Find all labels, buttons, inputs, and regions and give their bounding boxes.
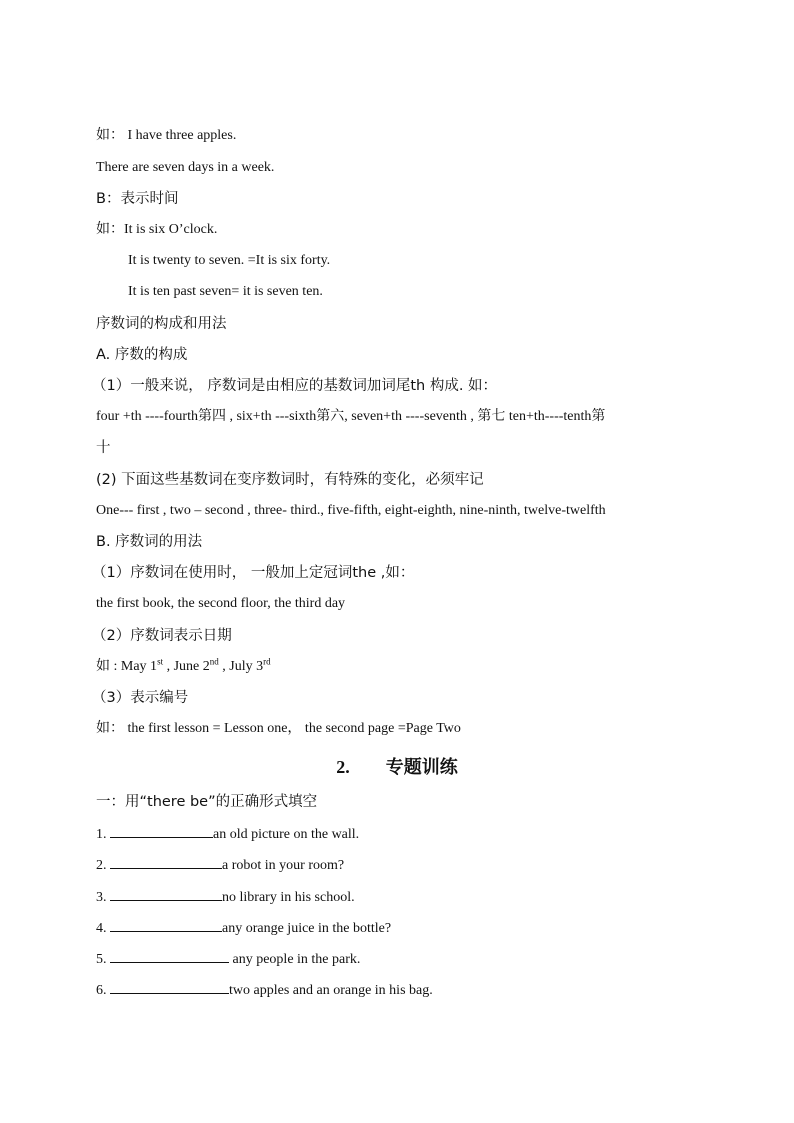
example-line-forty: It is twenty to seven. =It is six forty.: [128, 253, 331, 268]
usage-3: （3）表示编号: [92, 690, 189, 706]
item-number: 2.: [96, 858, 107, 873]
usage-2-example: [96, 657, 271, 677]
item-text: no library in his school.: [222, 890, 355, 905]
answer-blank[interactable]: [110, 948, 229, 963]
exercise-item: [96, 823, 359, 845]
section-number: 2.: [336, 757, 350, 777]
rule-1: （1）一般来说， 序数词是由相应的基数词加词尾th 构成. 如：: [92, 378, 498, 394]
ordinal-examples-continued: 十: [96, 440, 111, 456]
heading-ordinal-numbers: 序数词的构成和用法: [96, 316, 227, 332]
example-line-week: There are seven days in a week.: [96, 160, 275, 175]
subheading-time: B：表示时间: [96, 191, 179, 207]
rule-2: (2) 下面这些基数词在变序数词时，有特殊的变化，必须牢记: [96, 472, 484, 488]
item-number: 6.: [96, 983, 107, 998]
exercise-item: [96, 917, 391, 939]
item-number: 4.: [96, 921, 107, 936]
exercise-item: [96, 886, 355, 908]
example-line-ten: It is ten past seven= it is seven ten.: [128, 284, 323, 299]
item-text: any orange juice in the bottle?: [222, 921, 392, 936]
item-number: 5.: [96, 952, 107, 967]
date-july: , July 3: [218, 659, 264, 674]
answer-blank[interactable]: [110, 979, 229, 994]
ordinal-examples: four +th ----fourth第四 , six+th ---sixth第六, seven+th ----seventh , 第七 ten+th----tenth第: [96, 409, 606, 424]
section-heading: [0, 753, 794, 779]
usage-2: （2）序数词表示日期: [92, 628, 232, 644]
date-prefix: 如 : May 1: [96, 659, 158, 674]
example-line-apples: 如： I have three apples.: [96, 128, 237, 143]
example-line-clock: 如：It is six O’clock.: [96, 222, 218, 237]
suffix-rd: rd: [263, 656, 271, 667]
answer-blank[interactable]: [110, 917, 222, 932]
item-text: an old picture on the wall.: [213, 827, 360, 842]
subheading-ordinal-usage: B. 序数词的用法: [96, 534, 203, 550]
usage-1: （1）序数词在使用时， 一般加上定冠词the ,如：: [92, 565, 415, 581]
special-ordinals: One--- first , two – second , three- third., five-fifth, eight-eighth, nine-ninth, twelve-twelfth: [96, 503, 606, 518]
exercise-item: [96, 948, 360, 970]
answer-blank[interactable]: [110, 854, 222, 869]
answer-blank[interactable]: [110, 823, 213, 838]
exercise-instruction: 一：用“there be”的正确形式填空: [96, 794, 318, 810]
item-number: 3.: [96, 890, 107, 905]
item-text: two apples and an orange in his bag.: [229, 983, 433, 998]
item-number: 1.: [96, 827, 107, 842]
date-june: , June 2: [163, 659, 210, 674]
usage-1-example: the first book, the second floor, the third day: [96, 596, 346, 611]
item-text: a robot in your room?: [222, 858, 345, 873]
suffix-nd: nd: [209, 656, 219, 667]
answer-blank[interactable]: [110, 886, 222, 901]
usage-3-example: 如： the first lesson = Lesson one， the second page =Page Two: [96, 721, 461, 736]
exercise-item: [96, 854, 344, 876]
subheading-ordinal-formation: A. 序数的构成: [96, 347, 188, 363]
section-title: 专题训练: [385, 757, 458, 778]
suffix-st: st: [157, 656, 164, 667]
exercise-item: [96, 979, 433, 1001]
item-text: any people in the park.: [229, 952, 361, 967]
